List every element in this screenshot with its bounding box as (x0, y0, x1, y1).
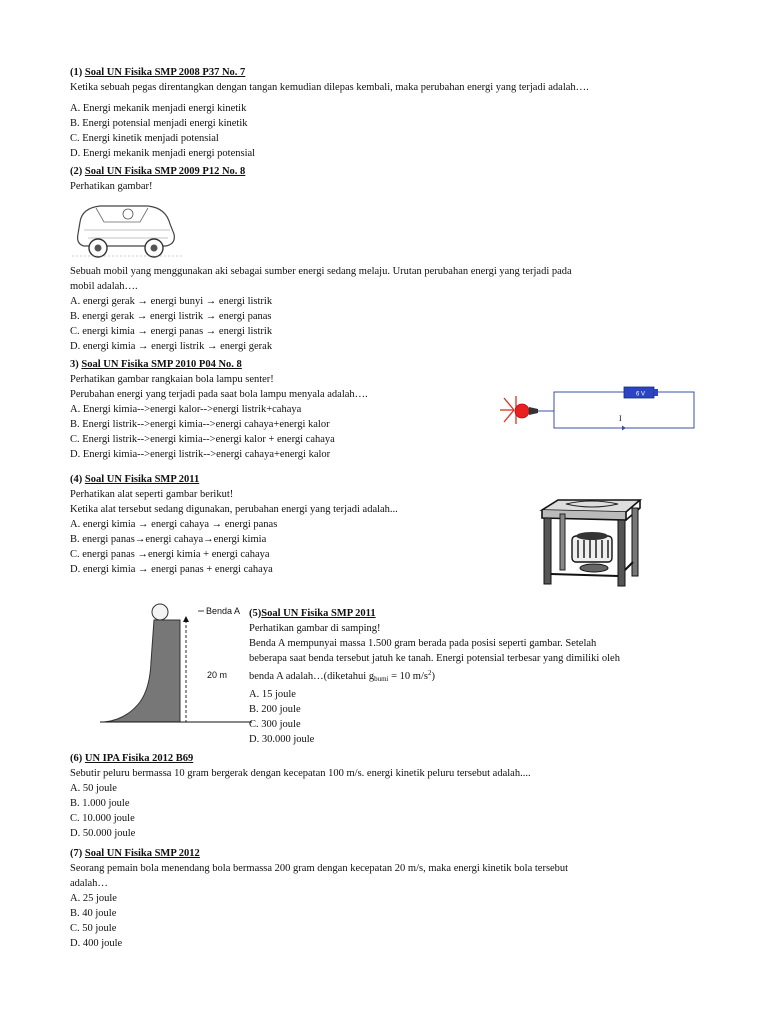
question-2-heading: (2) Soal UN Fisika SMP 2009 P12 No. 8 (70, 166, 246, 177)
option: D. 50.000 joule (70, 828, 136, 839)
option: B. 200 joule (249, 704, 301, 715)
question-1 (70, 65, 710, 161)
option: B. energi gerak → energi listrik → energi panas (70, 311, 272, 322)
option: A. energi gerak → energi bunyi → energi listrik (70, 296, 273, 307)
question-6-heading: (6) UN IPA Fisika 2012 B69 (70, 753, 194, 764)
option: D. energi kimia → energi listrik → energi gerak (70, 341, 273, 352)
question-3-text: Perubahan energi yang terjadi pada saat bola lampu menyala adalah…. (70, 389, 368, 400)
question-3-heading: 3) Soal UN Fisika SMP 2010 P04 No. 8 (70, 359, 242, 370)
question-2-source: Soal UN Fisika SMP 2009 P12 No. 8 (84, 166, 246, 177)
option: A. Energi kimia-->energi kalor-->energi listrik+cahaya (70, 404, 302, 415)
option: D. 30.000 joule (249, 734, 315, 745)
car-illustration (70, 194, 710, 264)
question-5-text-cont: beberapa saat benda tersebut jatuh ke tanah. Energi potensial terbesar yang dimiliki oleh (249, 653, 620, 664)
question-1-text: Ketika sebuah pegas direntangkan dengan tangan kemudian dilepas kembali, maka perubahan energi yang terjadi adalah…. (70, 82, 589, 93)
question-2 (70, 164, 710, 354)
question-5-heading: (5)Soal UN Fisika SMP 2011 (249, 608, 376, 619)
current-label: I (619, 414, 622, 423)
option: B. energi panas→energi cahaya→energi kimia (70, 534, 267, 545)
option: A. 25 joule (70, 893, 117, 904)
question-7-text-cont: adalah… (70, 878, 108, 889)
benda-a-label: Benda A (206, 606, 241, 616)
option: A. Energi mekanik menjadi energi kinetik (70, 103, 247, 114)
question-5-source: Soal UN Fisika SMP 2011 (261, 608, 376, 619)
flashlight-circuit-diagram (496, 384, 701, 434)
question-7 (70, 843, 568, 951)
question-4-text: Ketika alat tersebut sedang digunakan, perubahan energi yang terjadi adalah... (70, 504, 398, 515)
option: C. Energi kinetik menjadi potensial (70, 133, 219, 144)
option: C. 50 joule (70, 923, 117, 934)
question-6 (70, 748, 531, 841)
question-4-source: Soal UN Fisika SMP 2011 (84, 474, 200, 485)
question-7-text: Seorang pemain bola menendang bola bermassa 200 gram dengan kecepatan 20 m/s, maka energi kinetik bola tersebut (70, 863, 569, 874)
question-3-source: Soal UN Fisika SMP 2010 P04 No. 8 (81, 359, 242, 370)
question-2-text: Sebuah mobil yang menggunakan aki sebagai sumber energi sedang melaju. Urutan perubahan energi yang terjadi pada (70, 266, 572, 277)
question-6-source: UN IPA Fisika 2012 B69 (84, 753, 194, 764)
option: A. 50 joule (70, 783, 117, 794)
question-4-heading: (4) Soal UN Fisika SMP 2011 (70, 474, 200, 485)
question-6-text: Sebutir peluru bermassa 10 gram bergerak dengan kecepatan 100 m/s. energi kinetik peluru tersebut adalah.... (70, 768, 531, 779)
question-3-intro: Perhatikan gambar rangkaian bola lampu senter! (70, 374, 274, 385)
cliff-height-diagram (96, 602, 256, 728)
question-2-text-cont: mobil adalah…. (70, 281, 138, 292)
option: B. 1.000 joule (70, 798, 130, 809)
option: D. Energi kimia-->energi listrik-->energi cahaya+energi kalor (70, 449, 331, 460)
battery-label: 6 V (636, 391, 646, 398)
question-7-heading: (7) Soal UN Fisika SMP 2012 (70, 848, 200, 859)
option: C. energi panas →energi kimia + energi cahaya (70, 549, 270, 560)
question-5 (249, 603, 620, 747)
question-7-source: Soal UN Fisika SMP 2012 (84, 848, 200, 859)
option: A. 15 joule (249, 689, 296, 700)
option: C. energi kimia → energi panas → energi listrik (70, 326, 273, 337)
option: C. 10.000 joule (70, 813, 135, 824)
option: B. Energi potensial menjadi energi kinetik (70, 118, 248, 129)
option: D. Energi mekanik menjadi energi potensial (70, 148, 256, 159)
option: B. Energi listrik-->energi kimia-->energi cahaya+energi kalor (70, 419, 330, 430)
question-1-source: Soal UN Fisika SMP 2008 P37 No. 7 (84, 67, 246, 78)
question-4-intro: Perhatikan alat seperti gambar berikut! (70, 489, 234, 500)
question-2-intro: Perhatikan gambar! (70, 181, 153, 192)
option: D. energi kimia → energi panas + energi cahaya (70, 564, 273, 575)
question-1-heading: (1) Soal UN Fisika SMP 2008 P37 No. 7 (70, 67, 246, 78)
option: C. 300 joule (249, 719, 301, 730)
question-5-text-end: benda A adalah…(diketahui $g_{bumi} = 10$ $m/s^2$) (249, 669, 435, 683)
option: D. 400 joule (70, 938, 123, 949)
height-label: 20 m (207, 670, 228, 680)
kerosene-stove-illustration (536, 496, 644, 594)
question-5-text: Benda A mempunyai massa 1.500 gram berada pada posisi seperti gambar. Setelah (249, 638, 597, 649)
question-5-intro: Perhatikan gambar di samping! (249, 623, 381, 634)
option: A. energi kimia → energi cahaya → energi panas (70, 519, 278, 530)
option: B. 40 joule (70, 908, 117, 919)
option: C. Energi listrik-->energi kimia-->energi kalor + energi cahaya (70, 434, 335, 445)
